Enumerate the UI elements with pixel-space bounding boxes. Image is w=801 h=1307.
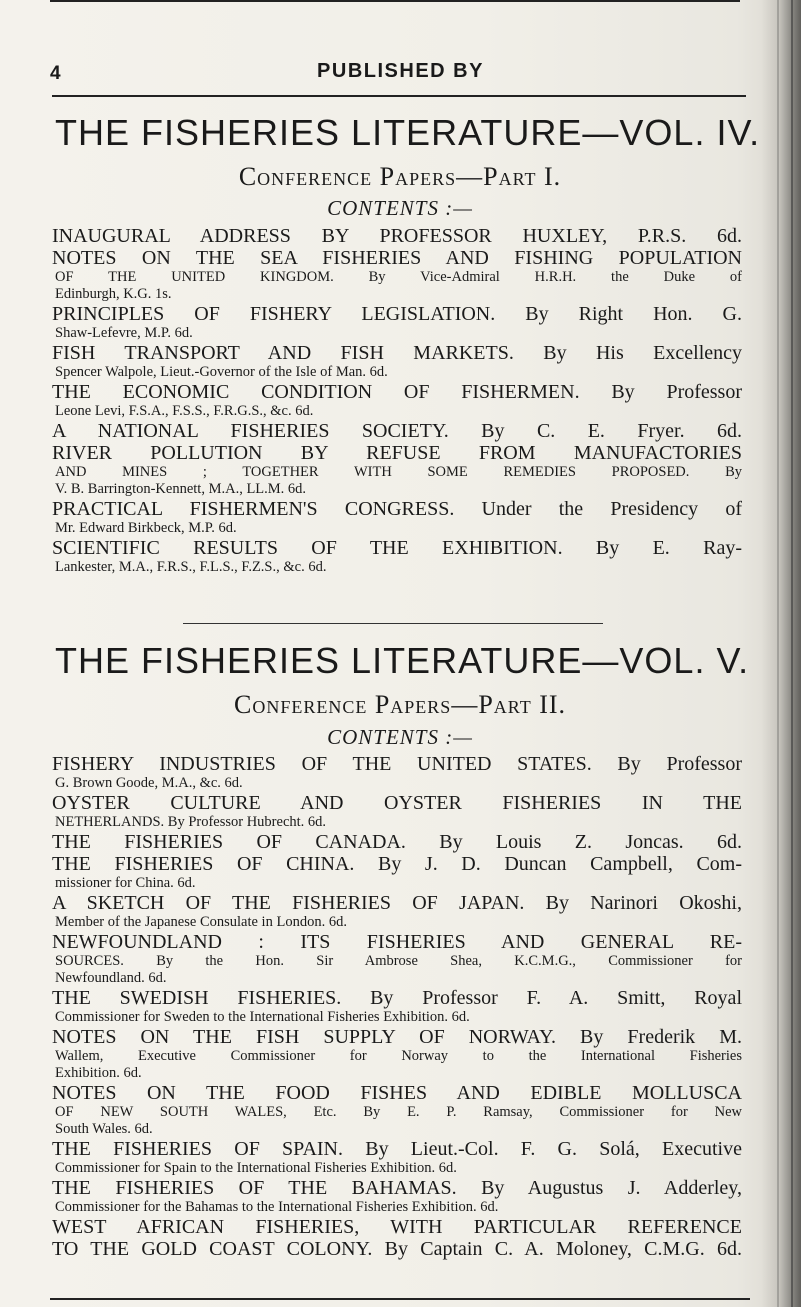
contents-entry [52,420,742,442]
entry-title: THE FISHERIES OF CHINA. By J. D. Duncan Campbell, Com- [52,853,742,875]
entry-title: FISHERY INDUSTRIES OF THE UNITED STATES. By Professor [52,753,742,775]
entry-title: THE FISHERIES OF CANADA. By Louis Z. Joncas. 6d. [52,831,742,853]
contents-entry [52,498,742,537]
entry-title: NEWFOUNDLAND : ITS FISHERIES AND GENERAL RE- [52,931,742,953]
contents-label: CONTENTS :— [327,196,473,220]
header-rule [52,95,746,97]
bottom-rule [50,1298,750,1300]
contents-list [52,753,742,1260]
entry-title: PRINCIPLES OF FISHERY LEGISLATION. By Right Hon. G. [52,303,742,325]
entry-detail: Newfoundland. 6d. [55,970,167,986]
volume-title: THE FISHERIES LITERATURE—VOL. IV. [55,112,761,153]
entry-detail: NETHERLANDS. By Professor Hubrecht. 6d. [55,814,327,830]
page-edge-line [777,0,779,1307]
page-edge-shadow [761,0,801,1307]
part-heading: Conference Papers—Part I. [238,162,562,191]
contents-entry [52,853,742,892]
contents-entry [52,1177,742,1216]
entry-title: A NATIONAL FISHERIES SOCIETY. By C. E. Fryer. 6d. [52,420,742,442]
entry-title: THE SWEDISH FISHERIES. By Professor F. A. Smitt, Royal [52,987,742,1009]
contents-label: CONTENTS :— [327,725,473,749]
entry-title: THE FISHERIES OF THE BAHAMAS. By Augustus J. Adderley, [52,1177,742,1199]
entry-detail: Exhibition. 6d. [55,1065,142,1081]
entry-detail: Commissioner for Sweden to the International Fisheries Exhibition. 6d. [55,1009,470,1025]
part-heading: Conference Papers—Part II. [233,690,567,719]
contents-entry [52,342,742,381]
entry-title: FISH TRANSPORT AND FISH MARKETS. By His Excellency [52,342,742,364]
page-number: 4 [50,63,61,84]
entry-detail: Leone Levi, F.S.A., F.S.S., F.R.G.S., &c. 6d. [55,403,314,419]
entry-title: NOTES ON THE FISH SUPPLY OF NORWAY. By Frederik M. [52,1026,742,1048]
contents-entry [52,1026,742,1082]
entry-detail: Lankester, M.A., F.R.S., F.L.S., F.Z.S., &c. 6d. [55,559,327,575]
contents-entry [52,537,742,576]
entry-title: OYSTER CULTURE AND OYSTER FISHERIES IN THE [52,792,742,814]
volume-title: THE FISHERIES LITERATURE—VOL. V. [55,640,750,681]
contents-entry [52,831,742,853]
contents-list [52,225,742,576]
contents-entry [52,931,742,987]
entry-detail: Commissioner for the Bahamas to the International Fisheries Exhibition. 6d. [55,1199,499,1215]
contents-entry [52,792,742,831]
entry-detail: Commissioner for Spain to the International Fisheries Exhibition. 6d. [55,1160,457,1176]
entry-detail: Member of the Japanese Consulate in London. 6d. [55,914,347,930]
entry-detail: Shaw-Lefevre, M.P. 6d. [55,325,193,341]
entry-detail: South Wales. 6d. [55,1121,153,1137]
contents-entry [52,247,742,303]
entry-title: SCIENTIFIC RESULTS OF THE EXHIBITION. By E. Ray- [52,537,742,559]
entry-title: PRACTICAL FISHERMEN'S CONGRESS. Under the Presidency of [52,498,742,520]
contents-entry [52,225,742,247]
entry-title: A SKETCH OF THE FISHERIES OF JAPAN. By Narinori Okoshi, [52,892,742,914]
entry-title: THE FISHERIES OF SPAIN. By Lieut.-Col. F. G. Solá, Executive [52,1138,742,1160]
entry-detail: Wallem, Executive Commissioner for Norway to the International Fisheries [55,1048,742,1064]
running-head: PUBLISHED BY [317,60,484,82]
entry-title: WEST AFRICAN FISHERIES, WITH PARTICULAR REFERENCE [52,1216,742,1238]
entry-detail: Mr. Edward Birkbeck, M.P. 6d. [55,520,237,536]
entry-detail: Spencer Walpole, Lieut.-Governor of the Isle of Man. 6d. [55,364,388,380]
contents-entry [52,987,742,1026]
contents-entry [52,753,742,792]
contents-entry [52,381,742,420]
page-edge-line [791,0,793,1307]
entry-title: RIVER POLLUTION BY REFUSE FROM MANUFACTORIES [52,442,742,464]
contents-entry [52,1216,742,1260]
entry-detail: OF NEW SOUTH WALES, Etc. By E. P. Ramsay, Commissioner for New [55,1104,742,1120]
contents-entry [52,442,742,498]
contents-entry [52,1082,742,1138]
entry-title: THE ECONOMIC CONDITION OF FISHERMEN. By Professor [52,381,742,403]
entry-detail: Edinburgh, K.G. 1s. [55,286,172,302]
entry-title: INAUGURAL ADDRESS BY PROFESSOR HUXLEY, P.R.S. 6d. [52,225,742,247]
entry-title: TO THE GOLD COAST COLONY. By Captain C. A. Moloney, C.M.G. 6d. [52,1238,742,1260]
top-rule [50,0,740,2]
contents-entry [52,1138,742,1177]
entry-detail: AND MINES ; TOGETHER WITH SOME REMEDIES PROPOSED. By [55,464,742,480]
entry-title: NOTES ON THE FOOD FISHES AND EDIBLE MOLLUSCA [52,1082,742,1104]
entry-title: NOTES ON THE SEA FISHERIES AND FISHING POPULATION [52,247,742,269]
entry-detail: G. Brown Goode, M.A., &c. 6d. [55,775,243,791]
contents-entry [52,892,742,931]
entry-detail: SOURCES. By the Hon. Sir Ambrose Shea, K.C.M.G., Commissioner for [55,953,742,969]
contents-entry [52,303,742,342]
entry-detail: V. B. Barrington-Kennett, M.A., LL.M. 6d. [55,481,307,497]
entry-detail: OF THE UNITED KINGDOM. By Vice-Admiral H.R.H. the Duke of [55,269,742,285]
entry-detail: missioner for China. 6d. [55,875,196,891]
section-divider [183,623,603,624]
